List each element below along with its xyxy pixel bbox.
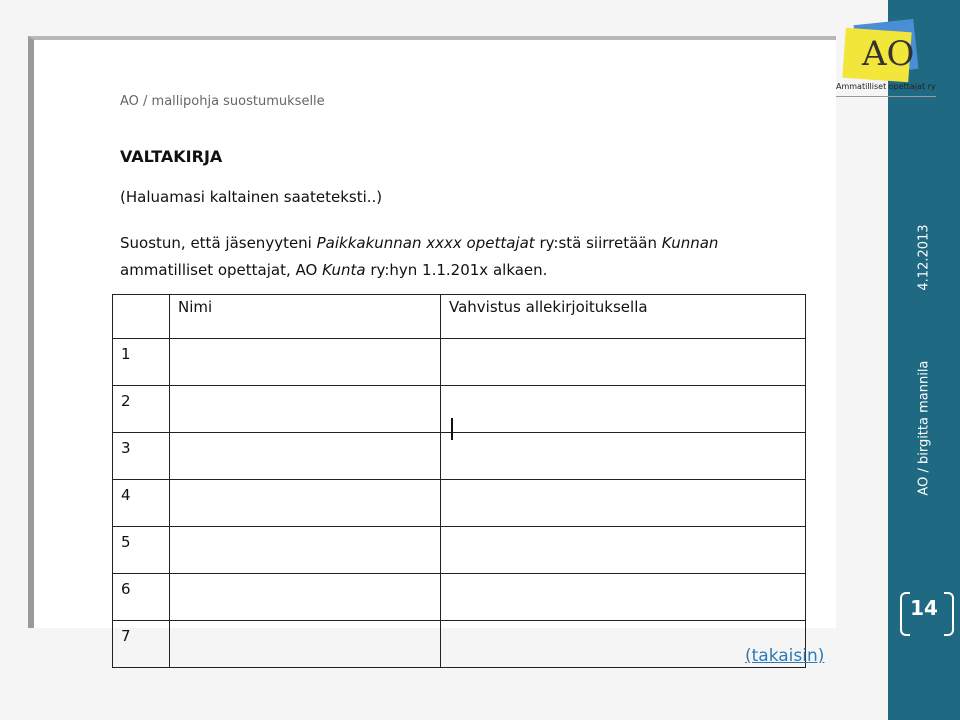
text-cursor — [451, 418, 453, 440]
row-number: 6 — [113, 574, 170, 621]
signature-cell — [441, 527, 806, 574]
logo-caption: Ammatilliset opettajat ry — [836, 82, 936, 91]
consent-italic-3: Kunta — [322, 261, 366, 279]
signature-cell — [441, 339, 806, 386]
ao-logo — [832, 16, 940, 100]
row-number: 5 — [113, 527, 170, 574]
document-screenshot — [28, 36, 836, 645]
name-cell — [170, 339, 441, 386]
table-row — [113, 574, 806, 621]
signature-cell — [441, 574, 806, 621]
consent-italic-2: Kunnan — [661, 234, 719, 252]
signature-cell — [441, 433, 806, 480]
document-header: AO / mallipohja suostumukselle — [120, 94, 325, 109]
name-cell — [170, 386, 441, 433]
consent-text-1: Suostun, että jäsenyyteni — [120, 234, 317, 252]
logo-underline — [836, 96, 936, 97]
name-cell — [170, 433, 441, 480]
col-header-name: Nimi — [170, 295, 441, 339]
name-cell — [170, 621, 441, 668]
row-number: 1 — [113, 339, 170, 386]
table-row — [113, 480, 806, 527]
signature-table — [112, 294, 806, 668]
table-row — [113, 433, 806, 480]
table-row — [113, 527, 806, 574]
consent-paragraph — [120, 230, 800, 284]
sidebar-footer-text — [917, 224, 932, 495]
table-row — [113, 621, 806, 668]
row-number: 2 — [113, 386, 170, 433]
document-title: VALTAKIRJA — [120, 147, 223, 166]
name-cell — [170, 527, 441, 574]
consent-italic-1: Paikkakunnan xxxx opettajat — [316, 234, 535, 252]
consent-text-4: ry:hyn 1.1.201x alkaen. — [365, 261, 548, 279]
back-link[interactable]: (takaisin) — [745, 646, 825, 666]
signature-cell — [441, 480, 806, 527]
document-intro: (Haluamasi kaltainen saateteksti..) — [120, 188, 383, 206]
consent-text-3: ammatilliset opettajat, AO — [120, 261, 323, 279]
signature-cell — [441, 386, 806, 433]
row-number: 7 — [113, 621, 170, 668]
col-header-number — [113, 295, 170, 339]
page-number: 14 — [910, 596, 938, 620]
name-cell — [170, 574, 441, 621]
name-cell — [170, 480, 441, 527]
table-header-row — [113, 295, 806, 339]
table-row — [113, 339, 806, 386]
consent-text-2: ry:stä siirretään — [534, 234, 662, 252]
col-header-signature: Vahvistus allekirjoituksella — [441, 295, 806, 339]
logo-mark: AO — [862, 34, 915, 74]
table-row — [113, 386, 806, 433]
sidebar-date: 4.12.2013 — [916, 224, 932, 291]
sidebar-author: AO / birgitta mannila — [916, 360, 932, 496]
row-number: 3 — [113, 433, 170, 480]
row-number: 4 — [113, 480, 170, 527]
